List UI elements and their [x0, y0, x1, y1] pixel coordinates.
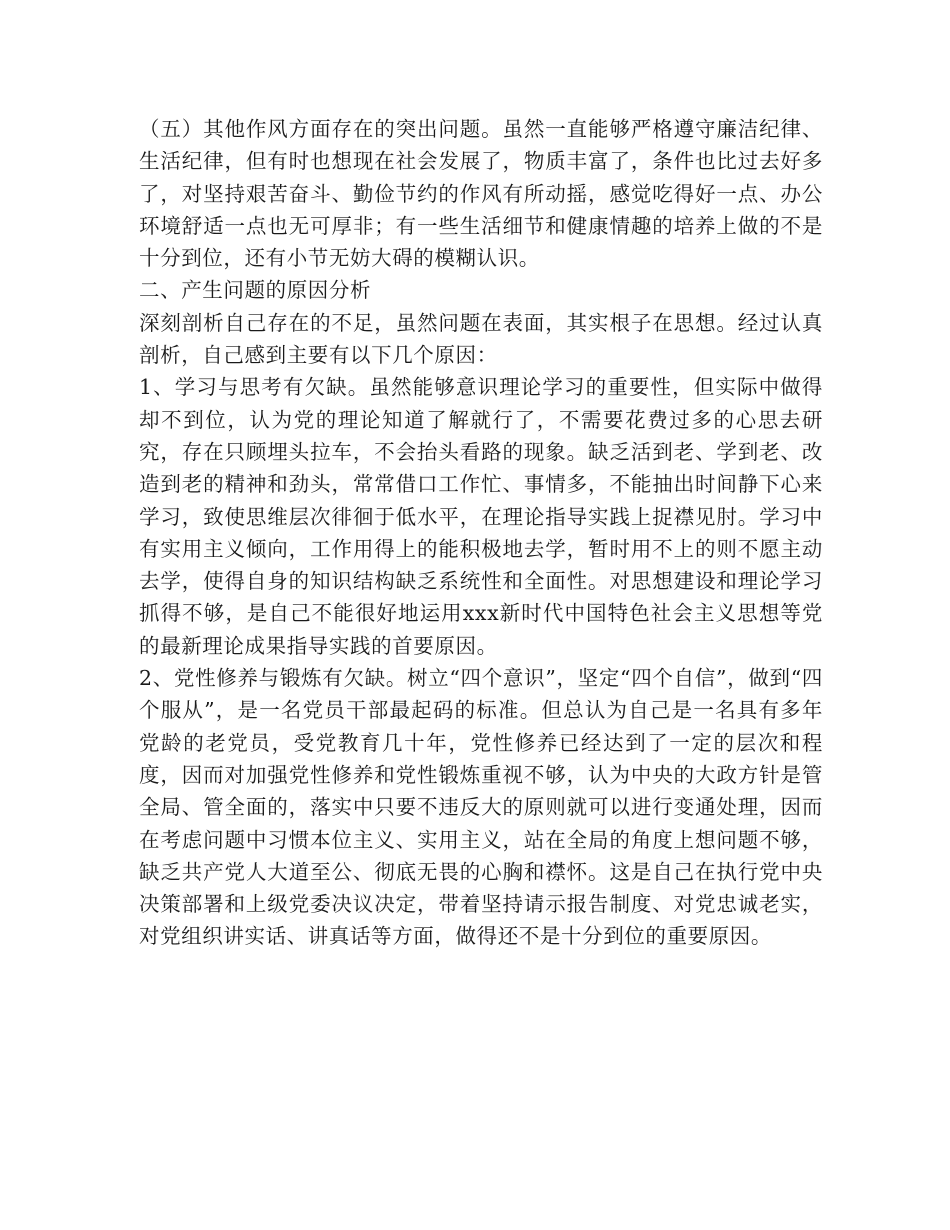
paragraph-cause-study: 1、学习与思考有欠缺。虽然能够意识理论学习的重要性，但实际中做得却不到位，认为党的理论知道了解就行了，不需要花费过多的心思去研究，存在只顾埋头拉车，不会抬头看路的现象。缺乏活到老、学到老、改造到老的精神和劲头，常常借口工作忙、事情多，不能抽出时间静下心来学习，致使思维层次徘徊于低水平，在理论指导实践上捉襟见肘。学习中有实用主义倾向，工作用得上的能积极地去学，暂时用不上的则不愿主动去学，使得自身的知识结构缺乏系统性和全面性。对思想建设和理论学习抓得不够，是自己不能很好地运用xxx新时代中国特色社会主义思想等党的最新理论成果指导实践的首要原因。 [139, 375, 823, 658]
paragraph-other-work-style-issues: （五）其他作风方面存在的突出问题。虽然一直能够严格遵守廉洁纪律、生活纪律，但有时也想现在社会发展了，物质丰富了，条件也比过去好多了，对坚持艰苦奋斗、勤俭节约的作风有所动摇，感觉吃得好一点、办公环境舒适一点也无可厚非；有一些生活细节和健康情趣的培养上做的不是十分到位，还有小节无妨大碍的模糊认识。 [139, 117, 823, 271]
paragraph-cause-party-spirit: 2、党性修养与锻炼有欠缺。树立“四个意识”，坚定“四个自信”，做到“四个服从”，是一名党员干部最起码的标准。但总认为自己是一名具有多年党龄的老党员，受党教育几十年，党性修养已经达到了一定的层次和程度，因而对加强党性修养和党性锻炼重视不够，认为中央的大政方针是管全局、管全面的，落实中只要不违反大的原则就可以进行变通处理，因而在考虑问题中习惯本位主义、实用主义，站在全局的角度上想问题不够，缺乏共产党人大道至公、彻底无畏的心胸和襟怀。这是自己在执行党中央决策部署和上级党委决议决定，带着坚持请示报告制度、对党忠诚老实，对党组织讲实话、讲真话等方面，做得还不是十分到位的重要原因。 [139, 666, 823, 949]
paragraph-cause-intro: 深刻剖析自己存在的不足，虽然问题在表面，其实根子在思想。经过认真剖析，自己感到主要有以下几个原因： [139, 310, 823, 368]
section-heading-cause-analysis: 二、产生问题的原因分析 [139, 278, 372, 303]
document-body [139, 113, 823, 953]
